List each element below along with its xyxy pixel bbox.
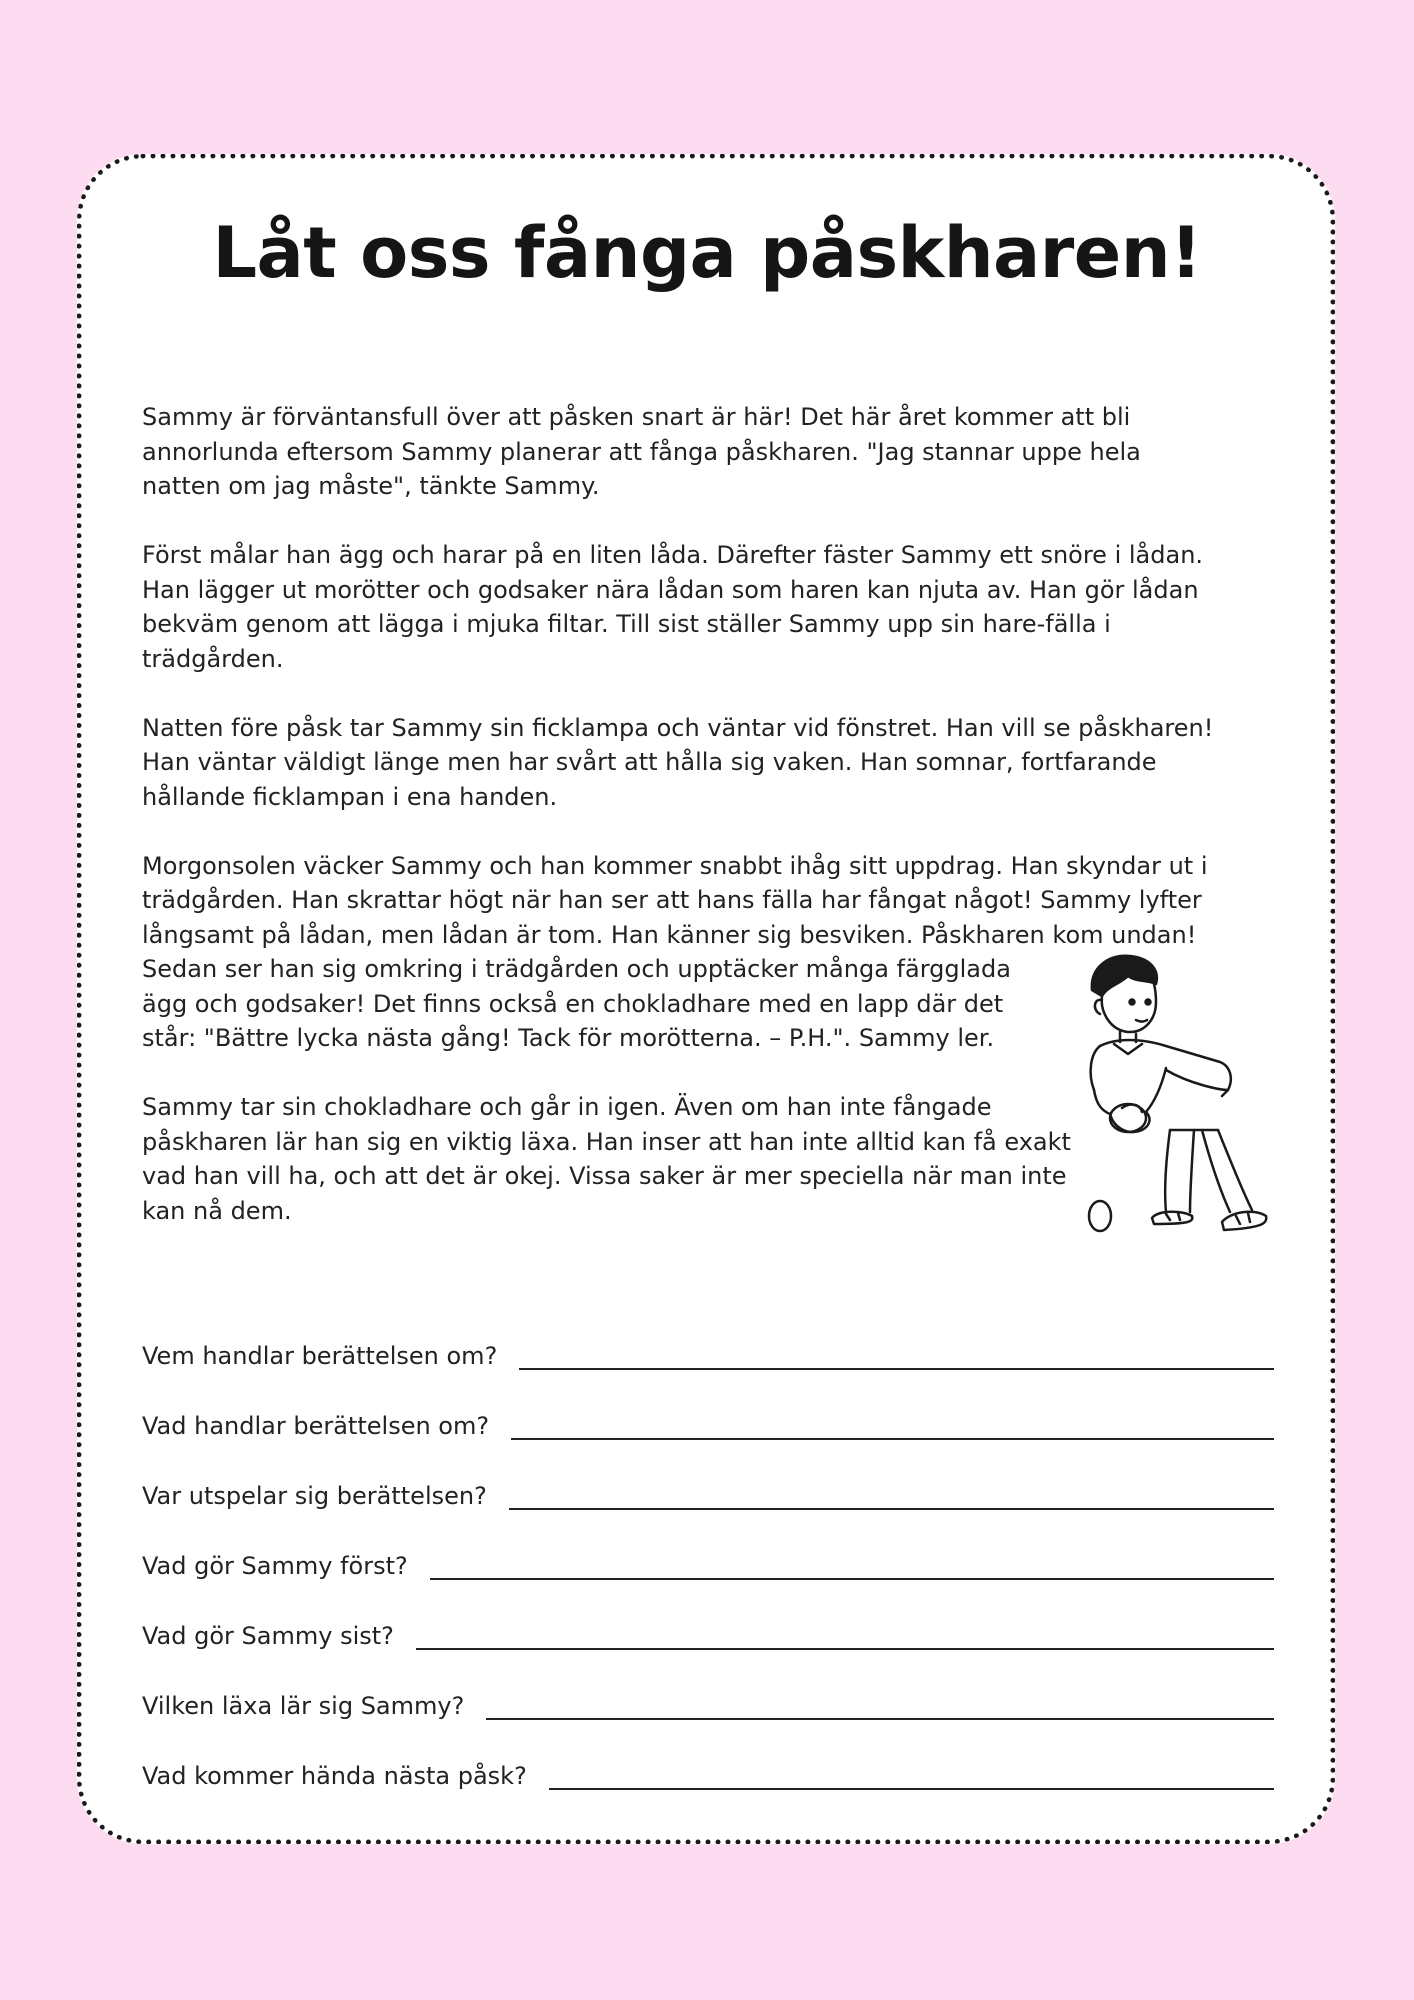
story-paragraph: Sammy tar sin chokladhare och går in igen. Även om han inte fångade påskharen lär han sig en viktig läxa. Han inser att han inte alltid kan få exakt vad han vill ha, och att det är okej. Vissa saker är mer speciella när man inte kan nå dem. <box>142 1093 1071 1225</box>
question-row <box>142 1720 1274 1790</box>
question-row <box>142 1440 1274 1510</box>
answer-line[interactable] <box>519 1368 1274 1370</box>
question-label: Vad gör Sammy sist? <box>142 1622 394 1650</box>
story-paragraph: Natten före påsk tar Sammy sin ficklampa och väntar vid fönstret. Han vill se påskharen! Han väntar väldigt länge men har svårt att hålla sig vaken. Han somnar, fortfarande hållande ficklampan i ena handen. <box>142 713 1214 811</box>
question-row <box>142 1650 1274 1720</box>
story-paragraph: Sammy är förväntansfull över att påsken snart är här! Det här året kommer att bli annorlunda eftersom Sammy planerar att fånga påskharen. "Jag stannar uppe hela natten om jag måste", tänkte Sammy. <box>142 403 1141 500</box>
answer-line[interactable] <box>430 1578 1274 1580</box>
question-label: Vad kommer hända nästa påsk? <box>142 1762 527 1790</box>
question-row <box>142 1300 1274 1370</box>
question-label: Vad gör Sammy först? <box>142 1552 408 1580</box>
question-label: Var utspelar sig berättelsen? <box>142 1482 487 1510</box>
answer-line[interactable] <box>416 1648 1274 1650</box>
answer-line[interactable] <box>511 1438 1274 1440</box>
question-label: Vilken läxa lär sig Sammy? <box>142 1692 465 1720</box>
story-paragraph: Morgonsolen väcker Sammy och han kommer snabbt ihåg sitt uppdrag. Han skyndar ut i trädgården. Han skrattar högt när han ser att hans fälla har fångat något! Sammy lyfter långsamt på lådan, men lådan är tom. Han känner sig besviken. Påskharen kom undan! Sedan ser han sig omkring i trädgården och upptäcker många färgglada ägg och godsaker! Det finns också en chokladhare med en lapp där det står: "Bättre lycka nästa gång! Tack för morötterna. – P.H.". Sammy ler. <box>142 851 1208 1052</box>
story-paragraph: Först målar han ägg och harar på en liten låda. Därefter fäster Sammy ett snöre i lådan. Han lägger ut morötter och godsaker nära lådan som haren kan njuta av. Han gör lådan bekväm genom att lägga i mjuka filtar. Till sist ställer Sammy upp sin hare-fälla i trädgården. <box>142 541 1204 673</box>
question-label: Vad handlar berättelsen om? <box>142 1412 490 1440</box>
question-row <box>142 1370 1274 1440</box>
question-label: Vem handlar berättelsen om? <box>142 1342 498 1370</box>
boy-with-egg-illustration <box>1070 950 1290 1250</box>
question-row <box>142 1580 1274 1650</box>
answer-line[interactable] <box>509 1508 1274 1510</box>
answer-line[interactable] <box>549 1788 1274 1790</box>
boy-holding-egg-icon <box>1070 950 1290 1250</box>
question-row <box>142 1510 1274 1580</box>
question-list <box>142 1300 1274 1790</box>
page-title: Låt oss fånga påskharen! <box>212 212 1202 294</box>
answer-line[interactable] <box>486 1718 1274 1720</box>
